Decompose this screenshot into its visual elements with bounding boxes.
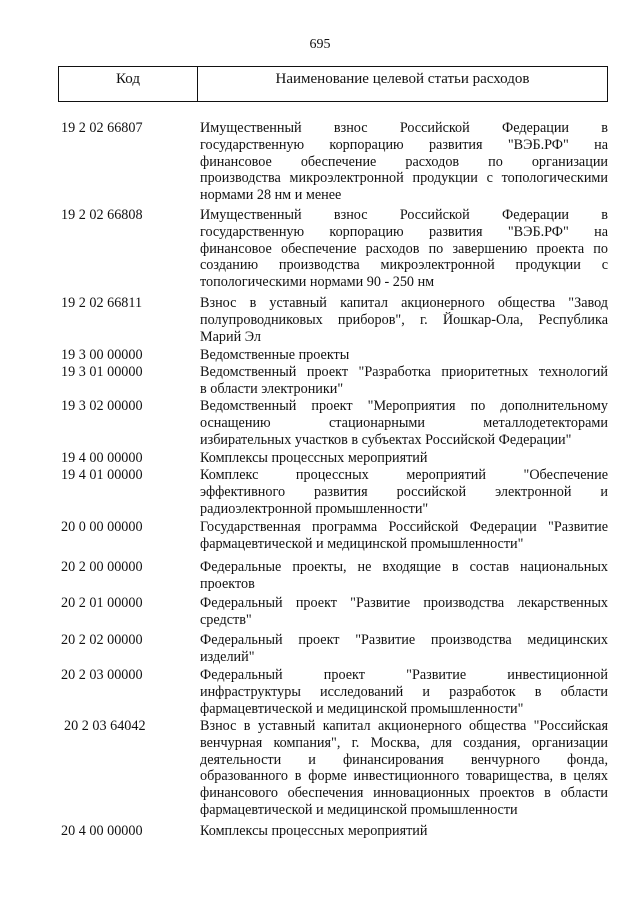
description-line: государственную корпорацию развития "ВЭБ.РФ" на bbox=[200, 223, 608, 240]
description-line: образованного в форме инвестиционного товарищества, в целях bbox=[200, 768, 608, 785]
description-line: фармацевтической и медицинской промышленности bbox=[200, 801, 518, 818]
description-line: венчурная компания", г. Москва, для создания, организации bbox=[200, 734, 608, 751]
row-description bbox=[200, 667, 608, 717]
description-line: созданию производства микроэлектронной продукции с bbox=[200, 257, 608, 274]
description-line: Комплексы процессных мероприятий bbox=[200, 823, 428, 839]
header-name: Наименование целевой статьи расходов bbox=[275, 71, 530, 87]
description-line: финансовое обеспечение расходов по завершению проекта по bbox=[200, 240, 608, 257]
row-code: 19 4 00 00000 bbox=[61, 450, 143, 466]
description-line: топологическими нормами 90 - 250 нм bbox=[200, 274, 435, 291]
row-code: 19 2 02 66807 bbox=[61, 120, 143, 136]
description-line: Ведомственный проект "Мероприятия по дополнительному bbox=[200, 398, 608, 414]
description-line: проектов bbox=[200, 575, 255, 592]
description-line: радиоэлектронной промышленности" bbox=[200, 500, 429, 517]
row-description bbox=[200, 718, 608, 819]
description-line: Марий Эл bbox=[200, 328, 261, 345]
description-line: Федеральные проекты, не входящие в состав национальных bbox=[200, 559, 608, 575]
description-line: Комплексы процессных мероприятий bbox=[200, 450, 428, 466]
row-description bbox=[200, 632, 608, 666]
description-line: Взнос в уставный капитал акционерного общества "Российская bbox=[200, 718, 608, 734]
description-line: деятельности и финансирования венчурного фонда, bbox=[200, 751, 608, 768]
description-line: оснащению стационарными металлодетекторами bbox=[200, 414, 608, 431]
description-line: Имущественный взнос Российской Федерации в bbox=[200, 120, 608, 136]
description-line: средств" bbox=[200, 611, 252, 628]
row-code: 19 3 01 00000 bbox=[61, 364, 143, 380]
description-line: фармацевтической и медицинской промышленности" bbox=[200, 535, 524, 552]
row-description bbox=[200, 120, 608, 204]
row-code: 19 2 02 66811 bbox=[61, 295, 143, 311]
row-description bbox=[200, 519, 608, 553]
row-code: 20 2 03 64042 bbox=[64, 718, 146, 734]
description-line: Комплекс процессных мероприятий "Обеспечение bbox=[200, 467, 608, 483]
description-line: Государственная программа Российской Федерации "Развитие bbox=[200, 519, 608, 535]
row-description bbox=[200, 207, 608, 291]
description-line: Имущественный взнос Российской Федерации в bbox=[200, 207, 608, 223]
row-code: 20 4 00 00000 bbox=[61, 823, 143, 839]
row-code: 20 2 00 00000 bbox=[61, 559, 143, 575]
row-description bbox=[200, 823, 608, 840]
row-description bbox=[200, 295, 608, 345]
description-line: Федеральный проект "Развитие производства медицинских bbox=[200, 632, 608, 648]
description-line: нормами 28 нм и менее bbox=[200, 187, 342, 204]
description-line: Взнос в уставный капитал акционерного общества "Завод bbox=[200, 295, 608, 311]
description-line: избирательных участков в субъектах Российской Федерации" bbox=[200, 431, 572, 448]
row-code: 19 2 02 66808 bbox=[61, 207, 143, 223]
description-line: Федеральный проект "Развитие инвестиционной bbox=[200, 667, 608, 683]
description-line: финансового обеспечения инновационных проектов в области bbox=[200, 785, 608, 802]
row-code: 20 0 00 00000 bbox=[61, 519, 143, 535]
row-description bbox=[200, 467, 608, 517]
table-header bbox=[58, 66, 608, 102]
description-line: Федеральный проект "Развитие производства лекарственных bbox=[200, 595, 608, 611]
description-line: финансовое обеспечение расходов по организации bbox=[200, 153, 608, 170]
row-code: 20 2 03 00000 bbox=[61, 667, 143, 683]
description-line: государственную корпорацию развития "ВЭБ.РФ" на bbox=[200, 136, 608, 153]
description-line: эффективного развития российской электронной и bbox=[200, 483, 608, 500]
description-line: инфраструктуры исследований и разработок в области bbox=[200, 683, 608, 700]
header-code: Код bbox=[59, 67, 198, 101]
row-code: 20 2 01 00000 bbox=[61, 595, 143, 611]
row-description bbox=[200, 364, 608, 398]
row-code: 19 3 00 00000 bbox=[61, 347, 143, 363]
description-line: производства микроэлектронной продукции с топологическими bbox=[200, 170, 608, 187]
page-number: 695 bbox=[309, 37, 331, 52]
row-code: 19 3 02 00000 bbox=[61, 398, 143, 414]
description-line: изделий" bbox=[200, 648, 255, 665]
description-line: фармацевтической и медицинской промышленности" bbox=[200, 700, 524, 717]
row-description bbox=[200, 450, 608, 467]
row-description bbox=[200, 595, 608, 629]
description-line: полупроводниковых приборов", г. Йошкар-Ола, Республика bbox=[200, 311, 608, 328]
row-description bbox=[200, 559, 608, 593]
row-description bbox=[200, 398, 608, 448]
description-line: Ведомственный проект "Разработка приоритетных технологий bbox=[200, 364, 608, 380]
row-description bbox=[200, 347, 608, 364]
description-line: в области электроники" bbox=[200, 380, 344, 397]
row-code: 20 2 02 00000 bbox=[61, 632, 143, 648]
row-code: 19 4 01 00000 bbox=[61, 467, 143, 483]
description-line: Ведомственные проекты bbox=[200, 347, 350, 363]
